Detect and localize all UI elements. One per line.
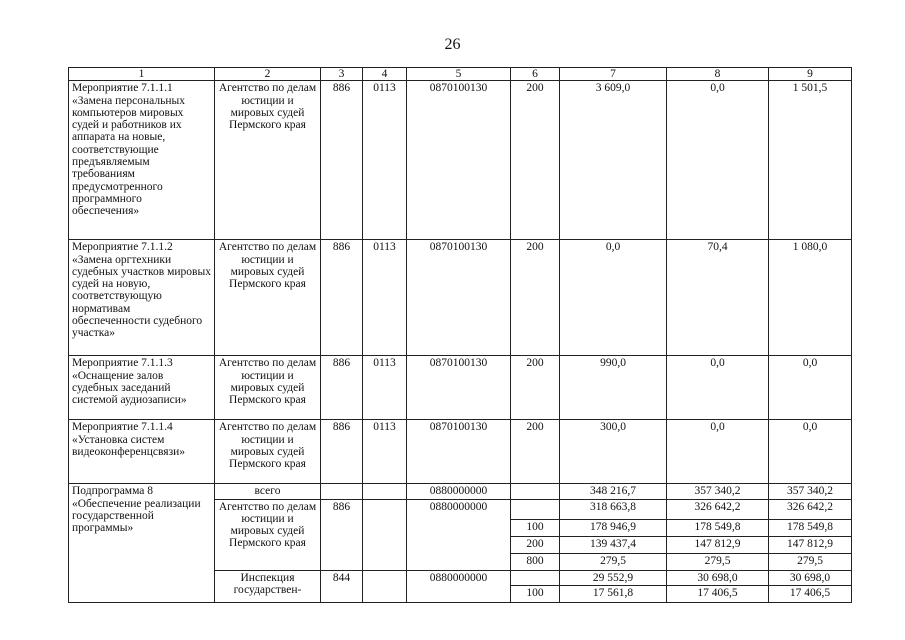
value-col8: 0,0 (667, 81, 769, 240)
vr-code: 100 (511, 585, 560, 602)
measure-name: Мероприятие 7.1.1.4 «Установка систем видеоконференцсвязи» (69, 420, 215, 484)
rzpr-code: 0113 (363, 356, 407, 420)
grbs-code: 886 (321, 240, 363, 356)
rzpr-code (363, 484, 407, 499)
vr-code: 200 (511, 420, 560, 484)
value-col8: 70,4 (667, 240, 769, 356)
page-number: 26 (444, 36, 461, 53)
header-cell: 3 (321, 68, 363, 81)
value-col9: 147 812,9 (769, 536, 852, 553)
grbs-code: 844 (321, 570, 363, 602)
total-label: всего (215, 484, 321, 499)
value-col8: 0,0 (667, 420, 769, 484)
csr-code: 0880000000 (407, 499, 511, 570)
value-col9: 1 080,0 (769, 240, 852, 356)
vr-code: 200 (511, 240, 560, 356)
value-col7: 279,5 (560, 553, 667, 570)
grbs-code: 886 (321, 81, 363, 240)
value-col8: 178 549,8 (667, 519, 769, 536)
header-cell: 5 (407, 68, 511, 81)
csr-code: 0870100130 (407, 356, 511, 420)
csr-code: 0870100130 (407, 81, 511, 240)
value-col8: 0,0 (667, 356, 769, 420)
value-col9: 0,0 (769, 356, 852, 420)
value-col7: 29 552,9 (560, 570, 667, 585)
csr-code: 0870100130 (407, 420, 511, 484)
header-cell: 1 (69, 68, 215, 81)
value-col7: 178 946,9 (560, 519, 667, 536)
header-cell: 6 (511, 68, 560, 81)
value-col9: 1 501,5 (769, 81, 852, 240)
measure-name: Мероприятие 7.1.1.2 «Замена оргтехники судебных участков мировых судей на новую, соответствующую нормативам обеспеченности судебного участка» (69, 240, 215, 356)
value-col7: 348 216,7 (560, 484, 667, 499)
inspection-name: Инспекция государствен- (215, 570, 321, 602)
rzpr-code (363, 499, 407, 570)
subprogram-total-row (69, 484, 852, 499)
header-row (69, 68, 852, 81)
value-col9: 357 340,2 (769, 484, 852, 499)
grbs-code: 886 (321, 499, 363, 570)
header-cell: 4 (363, 68, 407, 81)
header-cell: 9 (769, 68, 852, 81)
value-col7: 139 437,4 (560, 536, 667, 553)
header-cell: 7 (560, 68, 667, 81)
rzpr-code (363, 570, 407, 602)
vr-code: 100 (511, 519, 560, 536)
csr-code: 0880000000 (407, 570, 511, 602)
rzpr-code: 0113 (363, 420, 407, 484)
vr-code: 200 (511, 356, 560, 420)
budget-table (68, 67, 852, 603)
measure-row (69, 420, 852, 484)
vr-code: 200 (511, 536, 560, 553)
measure-name: Мероприятие 7.1.1.3 «Оснащение залов судебных заседаний системой аудиозаписи» (69, 356, 215, 420)
value-col9: 30 698,0 (769, 570, 852, 585)
value-col7: 990,0 (560, 356, 667, 420)
vr-code (511, 484, 560, 499)
value-col7: 3 609,0 (560, 81, 667, 240)
value-col7: 318 663,8 (560, 499, 667, 519)
rzpr-code: 0113 (363, 81, 407, 240)
csr-code: 0880000000 (407, 484, 511, 499)
value-col7: 17 561,8 (560, 585, 667, 602)
value-col7: 0,0 (560, 240, 667, 356)
vr-code (511, 570, 560, 585)
subprogram-name: Подпрограмма 8 «Обеспечение реализации государственной программы» (69, 484, 215, 603)
grbs-code (321, 484, 363, 499)
value-col9: 178 549,8 (769, 519, 852, 536)
measure-name: Мероприятие 7.1.1.1 «Замена персональных компьютеров мировых судей и работников их аппарата на новые, соответствующие предъявляемым требованиям предусмотренного программного обеспечения» (69, 81, 215, 240)
agency-name: Агентство по делам юстиции и мировых судей Пермского края (215, 81, 321, 240)
header-cell: 2 (215, 68, 321, 81)
rzpr-code: 0113 (363, 240, 407, 356)
value-col8: 326 642,2 (667, 499, 769, 519)
value-col8: 147 812,9 (667, 536, 769, 553)
measure-row (69, 240, 852, 356)
measure-row (69, 356, 852, 420)
vr-code (511, 499, 560, 519)
value-col8: 279,5 (667, 553, 769, 570)
agency-name: Агентство по делам юстиции и мировых судей Пермского края (215, 240, 321, 356)
value-col9: 279,5 (769, 553, 852, 570)
agency-name: Агентство по делам юстиции и мировых судей Пермского края (215, 356, 321, 420)
agency-name: Агентство по делам юстиции и мировых судей Пермского края (215, 499, 321, 570)
header-cell: 8 (667, 68, 769, 81)
value-col8: 30 698,0 (667, 570, 769, 585)
value-col7: 300,0 (560, 420, 667, 484)
value-col8: 357 340,2 (667, 484, 769, 499)
grbs-code: 886 (321, 420, 363, 484)
value-col9: 17 406,5 (769, 585, 852, 602)
grbs-code: 886 (321, 356, 363, 420)
csr-code: 0870100130 (407, 240, 511, 356)
value-col9: 326 642,2 (769, 499, 852, 519)
measure-row (69, 81, 852, 240)
value-col8: 17 406,5 (667, 585, 769, 602)
agency-name: Агентство по делам юстиции и мировых судей Пермского края (215, 420, 321, 484)
vr-code: 200 (511, 81, 560, 240)
vr-code: 800 (511, 553, 560, 570)
value-col9: 0,0 (769, 420, 852, 484)
